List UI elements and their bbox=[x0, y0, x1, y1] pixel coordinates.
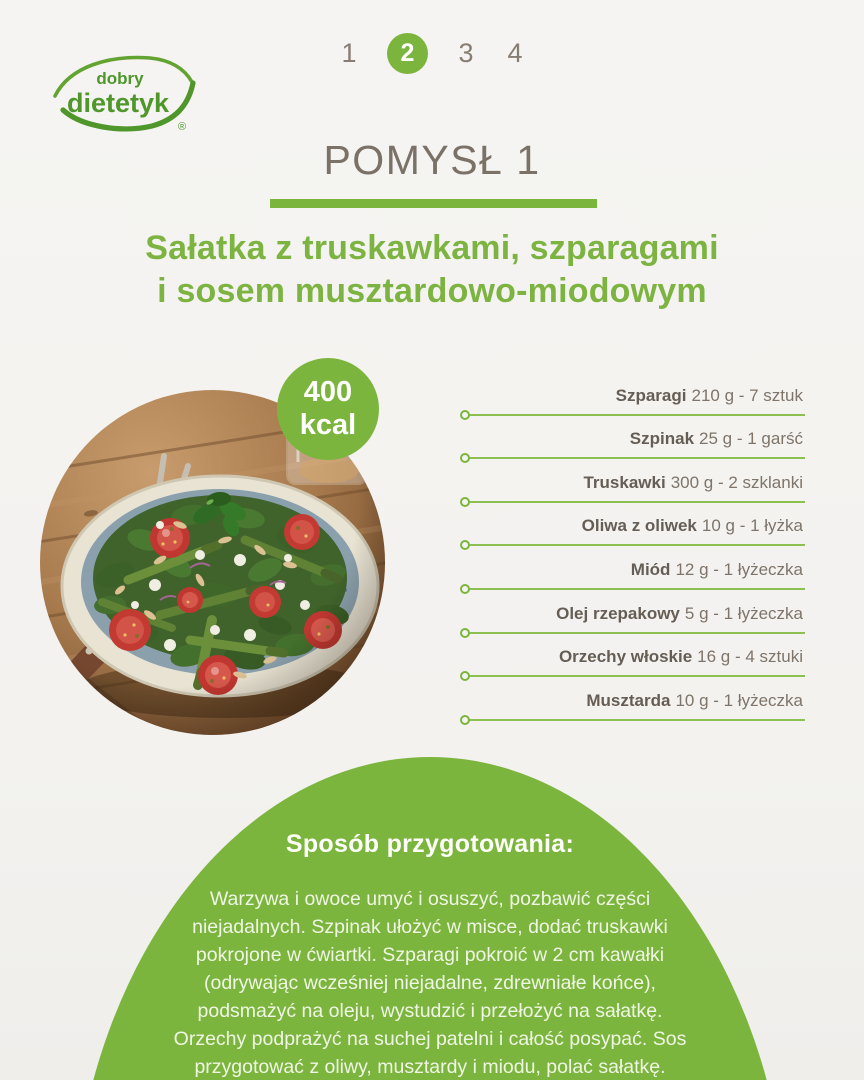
ingredient-text bbox=[556, 604, 803, 624]
ingredient-row bbox=[462, 548, 805, 592]
preparation-line: podsmażyć na oleju, wystudzić i przełożyć na sałatkę. bbox=[197, 1000, 663, 1022]
kcal-badge bbox=[277, 358, 379, 460]
preparation-line: niejadalnych. Szpinak ułożyć w misce, dodać truskawki bbox=[192, 916, 668, 938]
preparation-heading: Sposób przygotowania: bbox=[285, 830, 575, 858]
ingredient-text bbox=[630, 429, 803, 449]
ingredient-text bbox=[559, 647, 803, 667]
title-underline bbox=[270, 199, 597, 208]
page-title: POMYSŁ 1 bbox=[323, 137, 541, 183]
kcal-value: 400 bbox=[303, 376, 353, 408]
ingredient-row bbox=[462, 461, 805, 505]
recipe-title-line2: i sosem musztardowo-miodowym bbox=[157, 272, 707, 310]
preparation-line: Warzywa i owoce umyć i osuszyć, pozbawić części bbox=[209, 888, 651, 910]
logo-text-dobry: dobry bbox=[96, 69, 144, 88]
ingredient-divider bbox=[462, 544, 805, 546]
line-end-dot bbox=[460, 715, 470, 725]
ingredient-amount: 300 g - 2 szklanki bbox=[670, 472, 803, 492]
ingredient-divider bbox=[462, 457, 805, 459]
ingredient-row bbox=[462, 679, 805, 723]
registered-mark: ® bbox=[177, 121, 187, 133]
page-indicator-4[interactable]: 4 bbox=[507, 38, 523, 68]
ingredient-text bbox=[631, 560, 803, 580]
ingredient-row bbox=[462, 505, 805, 549]
kcal-unit: kcal bbox=[299, 409, 357, 441]
page-indicator-1[interactable]: 1 bbox=[341, 38, 357, 68]
logo-text-dietetyk: dietetyk bbox=[66, 88, 170, 118]
ingredient-text bbox=[616, 386, 803, 406]
ingredient-divider bbox=[462, 632, 805, 634]
ingredient-row bbox=[462, 418, 805, 462]
ingredient-name: Orzechy włoskie bbox=[558, 647, 693, 667]
ingredient-name: Olej rzepakowy bbox=[556, 603, 680, 623]
ingredient-divider bbox=[462, 675, 805, 677]
ingredient-amount: 10 g - 1 łyżeczka bbox=[675, 690, 803, 710]
ingredient-name: Musztarda bbox=[586, 690, 671, 710]
ingredient-divider bbox=[462, 588, 805, 590]
ingredient-divider bbox=[462, 719, 805, 721]
preparation-content bbox=[70, 830, 790, 1080]
ingredient-row bbox=[462, 374, 805, 418]
ingredient-text bbox=[583, 473, 803, 493]
ingredients-list bbox=[462, 374, 805, 723]
ingredient-row bbox=[462, 636, 805, 680]
ingredient-amount: 10 g - 1 łyżka bbox=[701, 516, 803, 536]
ingredient-divider bbox=[462, 414, 805, 416]
ingredient-name: Truskawki bbox=[583, 472, 666, 492]
ingredient-divider bbox=[462, 501, 805, 503]
ingredient-text bbox=[582, 516, 803, 536]
preparation-line: przygotować z oliwy, musztardy i miodu, polać sałatkę. bbox=[194, 1056, 666, 1078]
recipe-title-line1: Sałatka z truskawkami, szparagami bbox=[145, 229, 719, 267]
preparation-text bbox=[70, 885, 790, 1080]
pagination bbox=[0, 33, 864, 74]
preparation-panel bbox=[70, 757, 790, 1080]
ingredient-text bbox=[586, 691, 803, 711]
preparation-line: pokrojone w ćwiartki. Szparagi pokroić w 2 cm kawałki bbox=[195, 944, 665, 966]
ingredient-amount: 12 g - 1 łyżeczka bbox=[675, 559, 803, 579]
page-indicator-3[interactable]: 3 bbox=[458, 38, 474, 68]
ingredient-name: Miód bbox=[630, 559, 671, 579]
preparation-line: (odrywając wcześniej niejadalne, zdrewniałe końce), bbox=[204, 972, 656, 994]
ingredient-name: Oliwa z oliwek bbox=[581, 516, 697, 536]
page-indicator-2-active[interactable]: 2 bbox=[387, 33, 428, 74]
ingredient-amount: 5 g - 1 łyżeczka bbox=[684, 603, 803, 623]
ingredient-amount: 16 g - 4 sztuki bbox=[697, 647, 803, 667]
ingredient-row bbox=[462, 592, 805, 636]
ingredient-name: Szparagi bbox=[615, 385, 687, 405]
recipe-title bbox=[0, 227, 864, 313]
ingredient-amount: 210 g - 7 sztuk bbox=[691, 385, 803, 405]
ingredient-name: Szpinak bbox=[629, 429, 695, 449]
preparation-line: Orzechy podprażyć na suchej patelni i całość posypać. Sos bbox=[173, 1028, 687, 1050]
ingredient-amount: 25 g - 1 garść bbox=[699, 429, 803, 449]
